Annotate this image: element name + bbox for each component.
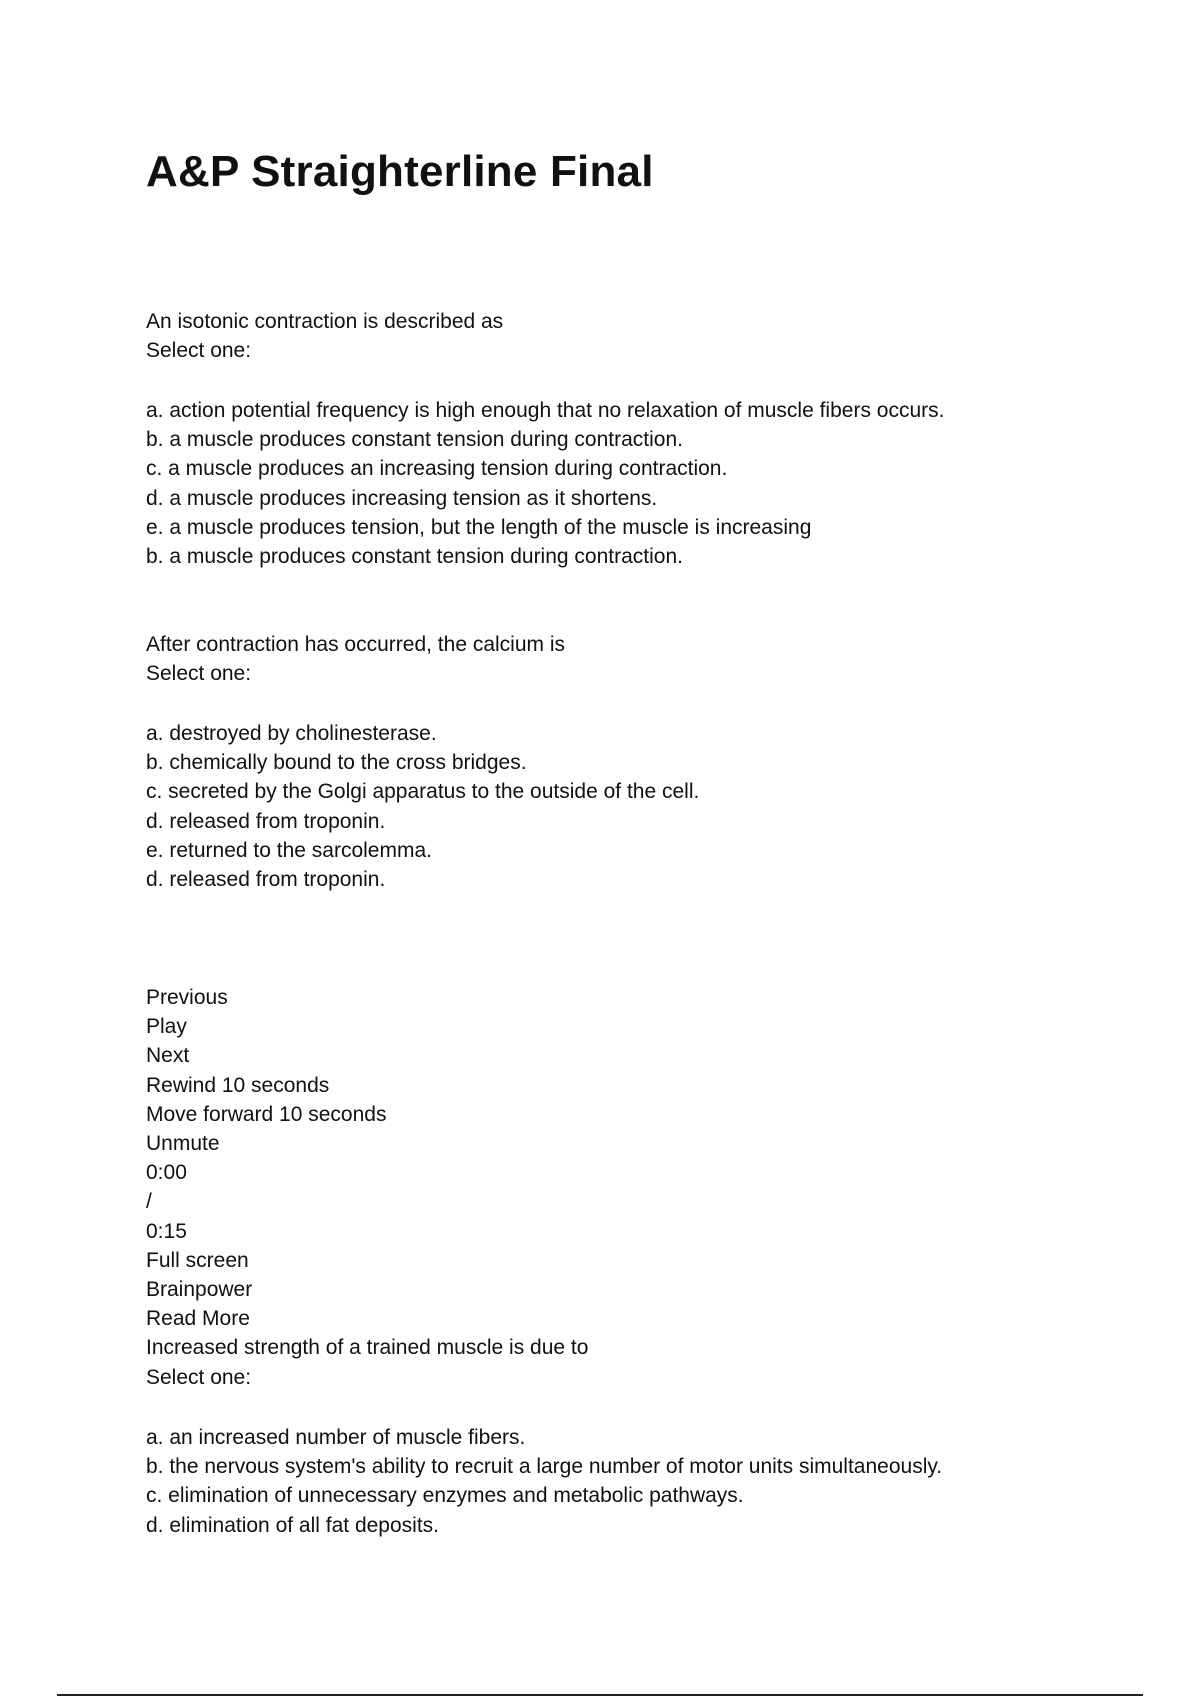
question-1-prompt: Select one: bbox=[146, 339, 252, 363]
play-button[interactable]: Play bbox=[146, 1015, 187, 1039]
option-item: a. destroyed by cholinesterase. bbox=[146, 722, 437, 745]
question-1-text: An isotonic contraction is described as bbox=[146, 310, 504, 333]
previous-button[interactable]: Previous bbox=[146, 986, 228, 1009]
question-2-text: After contraction has occurred, the calcium is bbox=[146, 633, 566, 656]
question-1 bbox=[146, 307, 503, 365]
option-item: d. elimination of all fat deposits. bbox=[146, 1513, 439, 1537]
question-3-prompt: Select one: bbox=[146, 1365, 252, 1389]
rewind-button[interactable]: Rewind 10 seconds bbox=[146, 1073, 330, 1097]
option-item: d. released from troponin. bbox=[146, 809, 386, 833]
option-item: b. a muscle produces constant tension during contraction. bbox=[146, 428, 683, 452]
question-2 bbox=[146, 630, 565, 688]
question-3-options bbox=[146, 1423, 942, 1540]
question-2-prompt: Select one: bbox=[146, 662, 252, 686]
time-separator: / bbox=[146, 1190, 152, 1214]
fullscreen-button[interactable]: Full screen bbox=[146, 1248, 249, 1272]
option-item: e. a muscle produces tension, but the length of the muscle is increasing bbox=[146, 515, 812, 539]
option-item: a. action potential frequency is high enough that no relaxation of muscle fibers occurs. bbox=[146, 399, 945, 422]
question-3-text: Increased strength of a trained muscle is due to bbox=[146, 1336, 589, 1360]
page-title: A&P Straighterline Final bbox=[146, 147, 654, 196]
forward-button[interactable]: Move forward 10 seconds bbox=[146, 1102, 387, 1126]
duration: 0:15 bbox=[146, 1219, 187, 1243]
unmute-button[interactable]: Unmute bbox=[146, 1132, 220, 1156]
option-item: c. a muscle produces an increasing tension during contraction. bbox=[146, 457, 728, 481]
brand-label: Brainpower bbox=[146, 1278, 253, 1302]
next-button[interactable]: Next bbox=[146, 1044, 190, 1068]
option-item: c. secreted by the Golgi apparatus to the outside of the cell. bbox=[146, 780, 700, 804]
option-item: c. elimination of unnecessary enzymes and metabolic pathways. bbox=[146, 1484, 744, 1508]
question-2-answer: d. released from troponin. bbox=[146, 868, 386, 892]
option-item: d. a muscle produces increasing tension as it shortens. bbox=[146, 486, 658, 510]
question-2-options bbox=[146, 719, 699, 894]
footer-divider bbox=[57, 1694, 1143, 1696]
option-item: b. the nervous system's ability to recruit a large number of motor units simultaneously. bbox=[146, 1455, 943, 1479]
question-1-options bbox=[146, 396, 944, 571]
question-1-answer: b. a muscle produces constant tension during contraction. bbox=[146, 545, 683, 569]
current-time: 0:00 bbox=[146, 1161, 187, 1185]
option-item: e. returned to the sarcolemma. bbox=[146, 838, 432, 862]
option-item: a. an increased number of muscle fibers. bbox=[146, 1426, 526, 1449]
video-player-controls bbox=[146, 983, 588, 1392]
option-item: b. chemically bound to the cross bridges. bbox=[146, 751, 527, 775]
read-more-link[interactable]: Read More bbox=[146, 1307, 250, 1331]
